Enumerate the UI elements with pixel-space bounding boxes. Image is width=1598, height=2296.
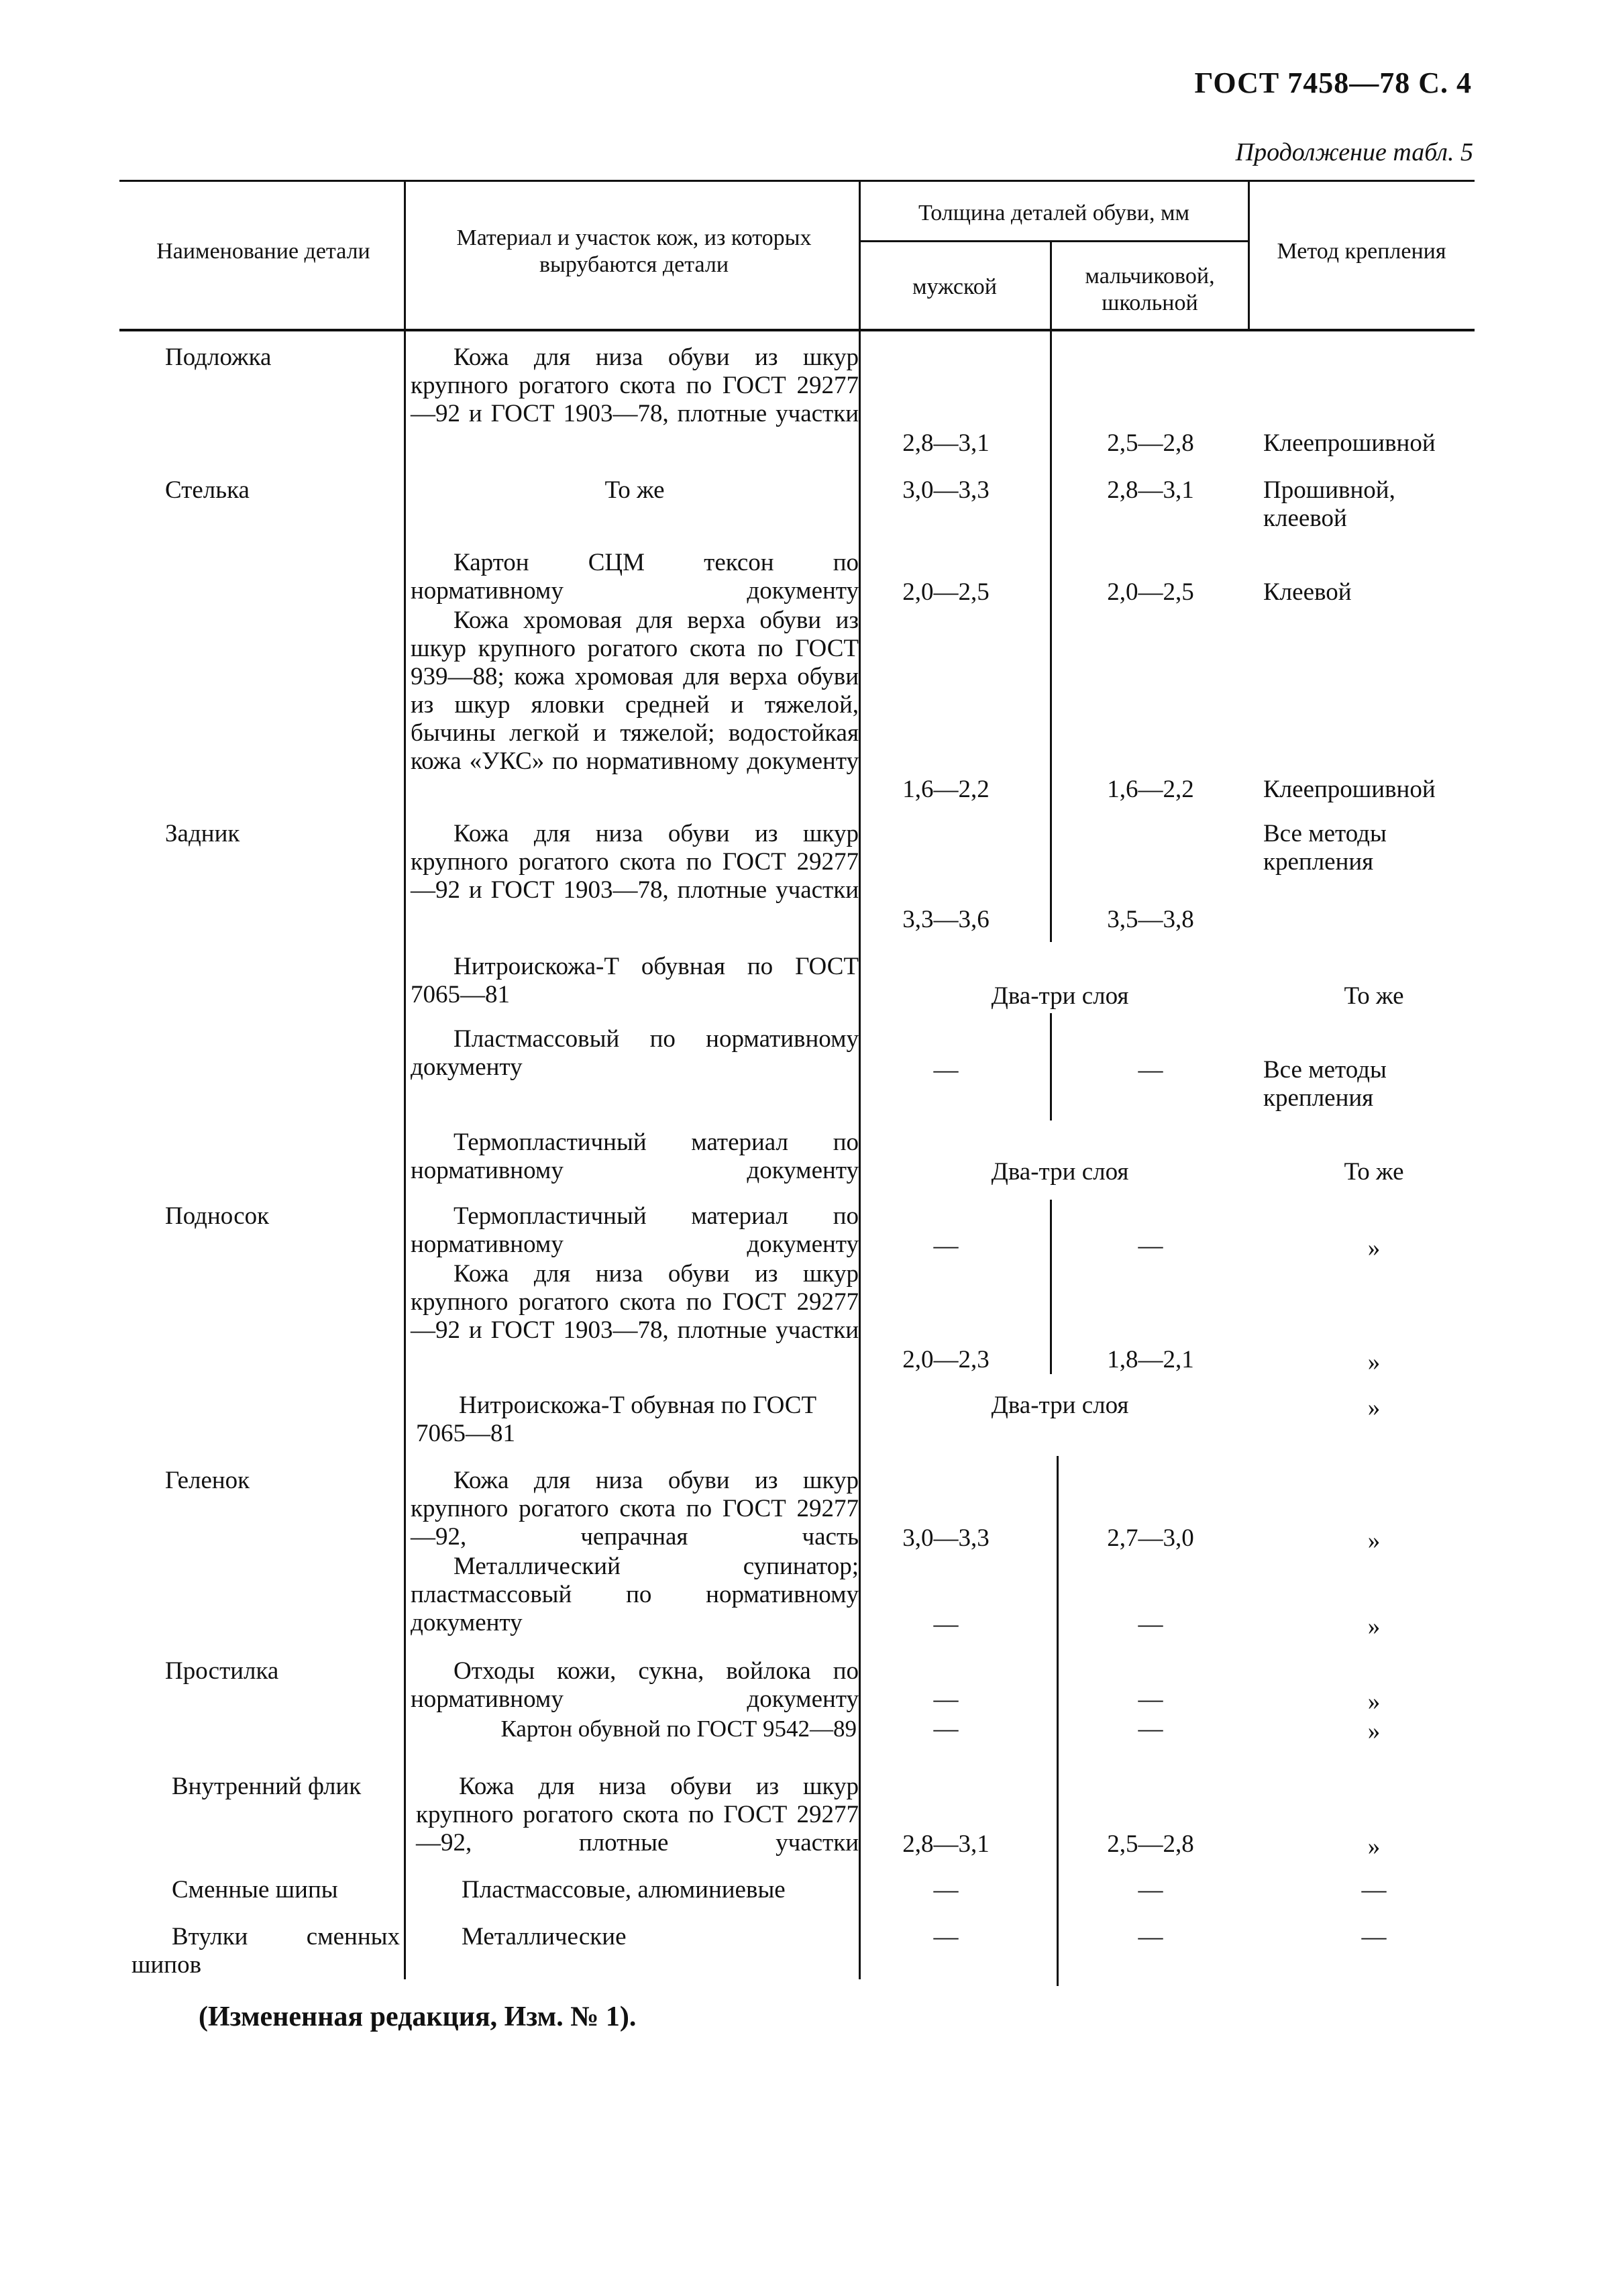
table-row-material: Термопластичный материал по нормативному документу	[411, 1202, 859, 1258]
table-row-boy: —	[1138, 1685, 1163, 1713]
table-row-boy: 2,8—3,1	[1107, 476, 1194, 504]
table-row-male: —	[933, 1685, 959, 1713]
header-detail-name: Наименование детали	[156, 239, 370, 264]
table-row-male: 2,0—2,5	[902, 578, 990, 606]
table-top-rule	[119, 180, 1475, 182]
table-row-name: Втулки сменных шипов	[131, 1923, 400, 1979]
table-row-material: Металлические	[462, 1923, 627, 1950]
page-header-title: ГОСТ 7458—78 С. 4	[1194, 66, 1472, 99]
table-row-boy: —	[1138, 1876, 1163, 1903]
table-row-name: Подложка	[165, 344, 272, 371]
table-row-boy: 3,5—3,8	[1107, 906, 1194, 933]
table-row-boy: —	[1138, 1232, 1163, 1259]
table-row-method: »	[1367, 1718, 1381, 1745]
table-row-male: 3,0—3,3	[902, 1524, 990, 1552]
table-row-method: —	[1361, 1876, 1387, 1903]
table-row-method: »	[1367, 1833, 1381, 1861]
table-row-male: —	[933, 1610, 959, 1638]
table-row-span: Два-три слоя	[991, 1158, 1129, 1186]
table-row-male: 2,8—3,1	[902, 1830, 990, 1858]
header-male: мужской	[912, 274, 998, 299]
table-row-material: Кожа для низа обуви из шкур крупного рогатого скота по ГОСТ 29277—92, плотные участки	[416, 1773, 859, 1857]
table-row-material: Кожа для низа обуви из шкур крупного рогатого скота по ГОСТ 29277—92 и ГОСТ 1903—78, плотные участки	[411, 1260, 859, 1344]
table-row-boy: —	[1138, 1610, 1163, 1638]
header-thickness: Толщина деталей обуви, мм	[918, 201, 1189, 225]
table-row-method: —	[1361, 1923, 1387, 1950]
table-row-boy: 2,0—2,5	[1107, 578, 1194, 606]
table-row-material: Кожа хромовая для верха обуви из шкур крупного рогатого скота по ГОСТ 939—88; кожа хромовая для верха обуви из шкур яловки средней и тяжелой, бычины легкой и тяжелой; водостойкая кожа «УКС» по нормативному документу	[411, 607, 859, 775]
table-row-material: Металлический супинатор; пластмассовый по нормативному документу	[411, 1553, 859, 1636]
table-row-male: 3,3—3,6	[902, 906, 990, 933]
table-row-name: Задник	[165, 820, 240, 847]
table-row-boy: —	[1138, 1056, 1163, 1084]
header-bottom-rule	[119, 329, 1475, 331]
table-row-male: 2,8—3,1	[902, 429, 990, 457]
table-row-name: Подносок	[165, 1202, 270, 1230]
table-row-name: Стелька	[165, 476, 250, 504]
table-row-method: Прошивной, клеевой	[1263, 476, 1395, 532]
table-row-material: То же	[604, 476, 665, 504]
table-row-span: Два-три слоя	[991, 1392, 1129, 1419]
table-row-name: Простилка	[165, 1657, 279, 1685]
table-row-method: »	[1367, 1527, 1381, 1555]
table-row-boy: 1,8—2,1	[1107, 1346, 1194, 1373]
table-row-male: 1,6—2,2	[902, 776, 990, 803]
table-row-name: Внутренний флик	[172, 1773, 362, 1800]
table-row-method: Клеепрошивной	[1263, 776, 1436, 803]
table-row-boy: 1,6—2,2	[1107, 776, 1194, 803]
table-row-material: Термопластичный материал по нормативному документу	[411, 1129, 859, 1184]
table-row-material: Пластмассовые, алюминиевые	[462, 1876, 786, 1903]
table-row-material: Картон СЦМ тексон по нормативному документу	[411, 549, 859, 605]
table-row-boy: 2,7—3,0	[1107, 1524, 1194, 1552]
table-row-material: Кожа для низа обуви из шкур крупного рогатого скота по ГОСТ 29277—92, чепрачная часть	[411, 1467, 859, 1551]
table-row-name: Геленок	[165, 1467, 250, 1494]
header-method: Метод крепления	[1277, 239, 1446, 264]
table-row-span: Два-три слоя	[991, 982, 1129, 1010]
table-row-material: Нитроискожа-Т обувная по ГОСТ 7065—81	[411, 953, 859, 1008]
table-row-method: Все методы крепления	[1263, 1056, 1387, 1112]
table-row-boy: —	[1138, 1923, 1163, 1950]
table-row-boy: 2,5—2,8	[1107, 429, 1194, 457]
table-row-male: —	[933, 1715, 959, 1742]
table-row-boy: 2,5—2,8	[1107, 1830, 1194, 1858]
col-divider-1	[404, 180, 406, 1979]
table-row-male: —	[933, 1056, 959, 1084]
table-row-name: Сменные шипы	[172, 1876, 338, 1903]
amendment-note: (Измененная редакция, Изм. № 1).	[199, 2001, 637, 2032]
table-row-male: 3,0—3,3	[902, 476, 990, 504]
table-row-boy: —	[1138, 1715, 1163, 1742]
header-material: Материал и участок кож, из которых вырубаются детали	[456, 225, 812, 277]
table-row-method: Клеепрошивной	[1263, 429, 1436, 457]
table-row-male: —	[933, 1232, 959, 1259]
table-row-method: То же	[1344, 982, 1404, 1010]
table-row-method: »	[1367, 1349, 1381, 1376]
thickness-divider-a	[1050, 331, 1052, 942]
table-row-material: Нитроискожа-Т обувная по ГОСТ 7065—81	[416, 1392, 817, 1447]
table-row-method: Все методы крепления	[1263, 820, 1387, 876]
header-boy: мальчиковой, школьной	[1085, 264, 1215, 315]
table-row-method: То же	[1344, 1158, 1404, 1186]
table-row-method: »	[1367, 1235, 1381, 1262]
table-row-method: »	[1367, 1394, 1381, 1422]
table-row-method: »	[1367, 1688, 1381, 1716]
table-row-material: Пластмассовый по нормативному документу	[411, 1025, 859, 1081]
table-row-material: Кожа для низа обуви из шкур крупного рогатого скота по ГОСТ 29277—92 и ГОСТ 1903—78, плотные участки	[411, 820, 859, 904]
table-row-material: Картон обувной по ГОСТ 9542—89	[500, 1716, 857, 1742]
table-row-male: —	[933, 1876, 959, 1903]
table-row-method: »	[1367, 1613, 1381, 1640]
table-row-material: Отходы кожи, сукна, войлока по нормативному документу	[411, 1657, 859, 1713]
table-row-male: 2,0—2,3	[902, 1346, 990, 1373]
table-row-material: Кожа для низа обуви из шкур крупного рогатого скота по ГОСТ 29277—92 и ГОСТ 1903—78, плотные участки	[411, 344, 859, 427]
thickness-sub-rule	[859, 240, 1248, 242]
table-row-male: —	[933, 1923, 959, 1950]
table-continuation-label: Продолжение табл. 5	[1235, 138, 1473, 166]
col-divider-2	[859, 180, 861, 1979]
table-row-method: Клеевой	[1263, 578, 1352, 606]
